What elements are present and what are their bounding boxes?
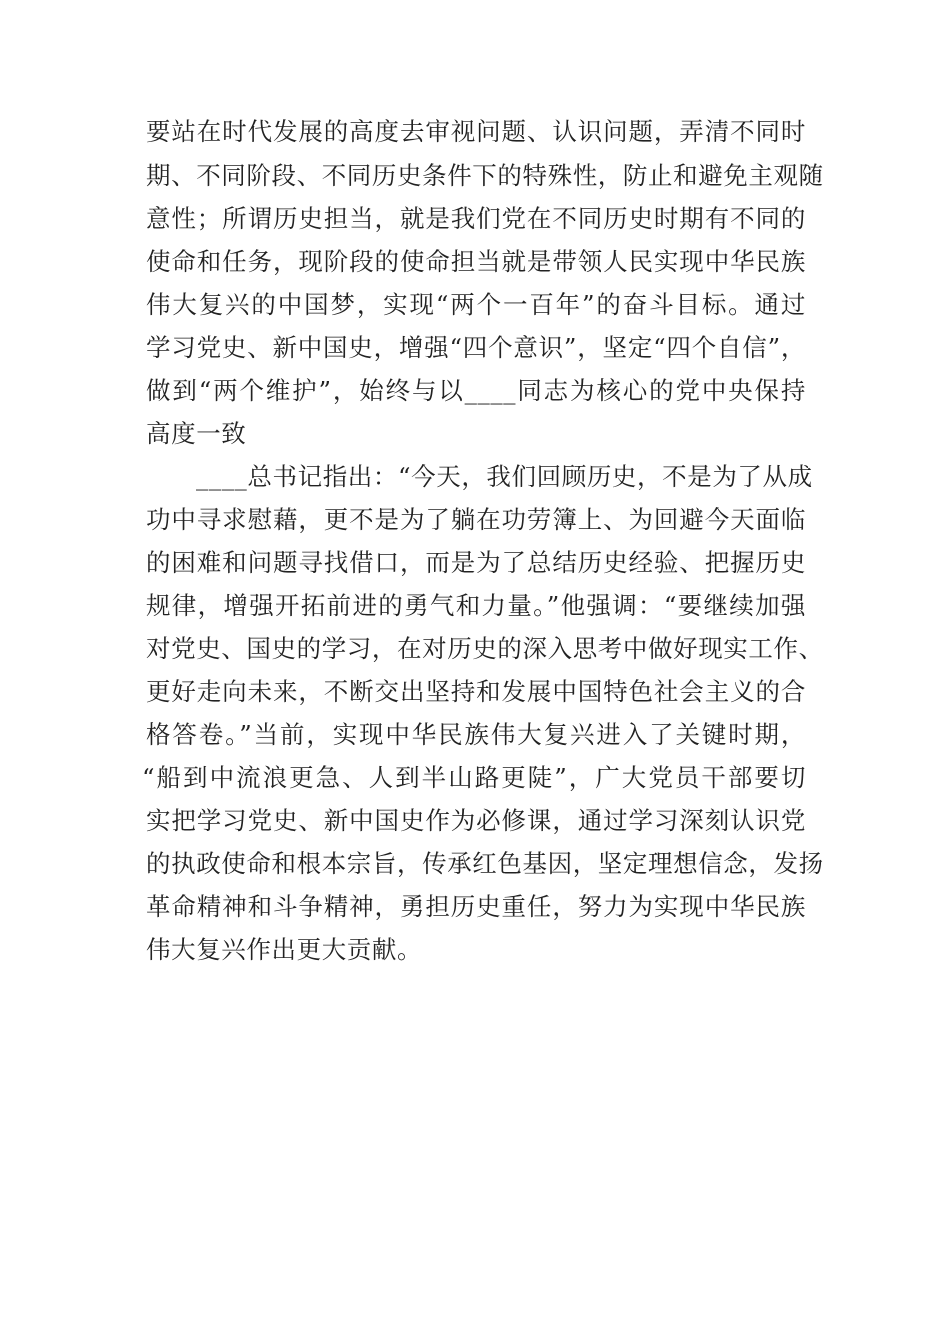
text-line: 使命和任务，现阶段的使命担当就是带领人民实现中华民族 (146, 247, 806, 276)
text-line: 的执政使命和根本宗旨，传承红色基因，坚定理想信念，发扬 (146, 849, 824, 878)
text-line: “船到中流浪更急、人到半山路更陡”，广大党员干部要切 (142, 763, 806, 792)
text-line: 做到“两个维护”，始终与以____同志为核心的党中央保持 (146, 376, 806, 405)
text-line: ____总书记指出：“今天，我们回顾历史，不是为了从成 (196, 462, 813, 491)
text-line: 期、不同阶段、不同历史条件下的特殊性，防止和避免主观随 (146, 161, 824, 190)
text-line: 规律，增强开拓前进的勇气和力量。”他强调：“要继续加强 (146, 591, 806, 620)
text-line: 革命精神和斗争精神，勇担历史重任，努力为实现中华民族 (146, 892, 806, 921)
text-line: 的困难和问题寻找借口，而是为了总结历史经验、把握历史 (146, 548, 806, 577)
text-line: 格答卷。”当前，实现中华民族伟大复兴进入了关键时期， (146, 720, 806, 749)
text-line: 学习党史、新中国史，增强“四个意识”，坚定“四个自信”， (146, 333, 806, 362)
text-line: 功中寻求慰藉，更不是为了躺在功劳簿上、为回避今天面临 (146, 505, 806, 534)
text-line: 高度一致 (146, 419, 247, 448)
text-line: 意性；所谓历史担当，就是我们党在不同历史时期有不同的 (146, 204, 806, 233)
text-line: 要站在时代发展的高度去审视问题、认识问题，弄清不同时 (146, 117, 806, 146)
text-line: 伟大复兴作出更大贡献。 (146, 935, 423, 964)
text-line: 实把学习党史、新中国史作为必修课，通过学习深刻认识党 (146, 806, 806, 835)
text-line: 伟大复兴的中国梦，实现“两个一百年”的奋斗目标。通过 (146, 290, 806, 319)
text-line: 更好走向未来，不断交出坚持和发展中国特色社会主义的合 (146, 677, 806, 706)
text-line: 对党史、国史的学习，在对历史的深入思考中做好现实工作、 (146, 634, 824, 663)
